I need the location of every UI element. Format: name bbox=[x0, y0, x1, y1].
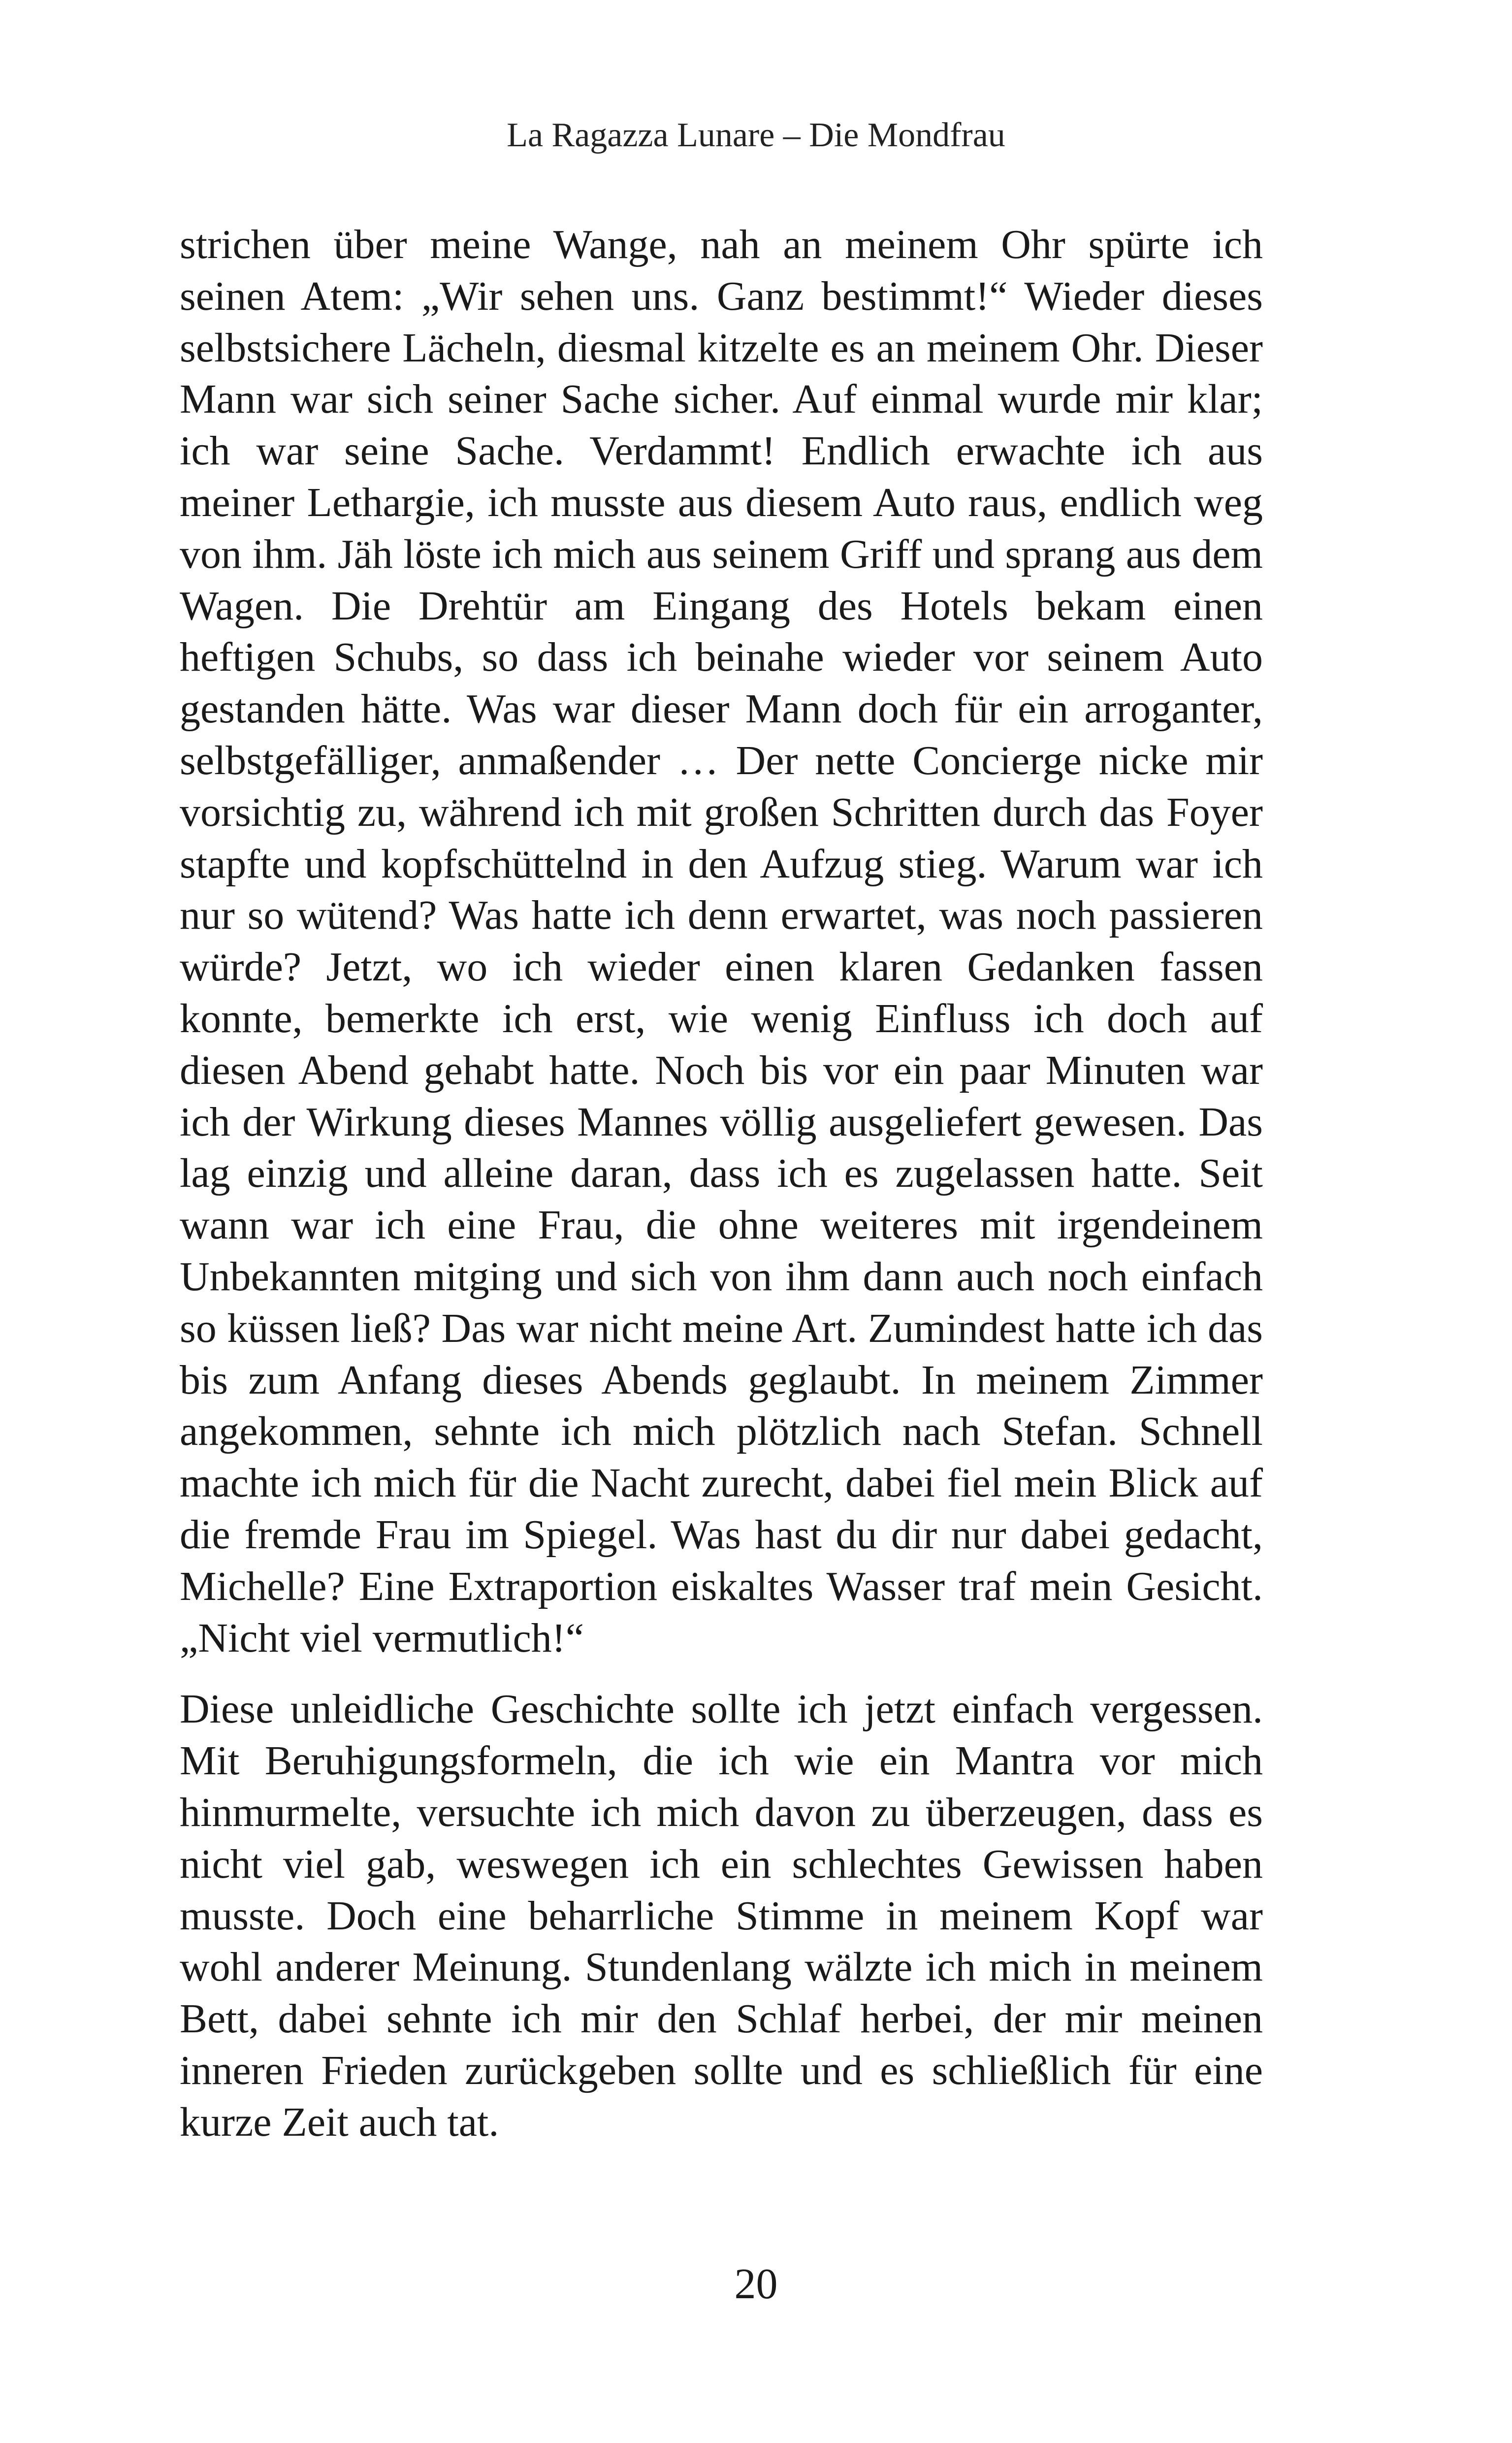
running-header: La Ragazza Lunare – Die Mondfrau bbox=[507, 116, 1005, 154]
paragraph-1: strichen über meine Wange, nah an meinem Ohr spürte ich seinen Atem: „Wir sehen uns. Ganz bestimmt!“ Wieder dieses selbstsichere Lächeln, diesmal kitzelte es an meinem Ohr. Dieser Mann war sich seiner Sache sicher. Auf einmal wurde mir klar; ich war seine Sache. Verdammt! Endlich erwachte ich aus meiner Lethargie, ich musste aus diesem Auto raus, endlich weg von ihm. Jäh löste ich mich aus seinem Griff und sprang aus dem Wagen. Die Drehtür am Eingang des Hotels bekam einen heftigen Schubs, so dass ich beinahe wieder vor seinem Auto gestanden hätte. Was war dieser Mann doch für ein arroganter, selbstgefälliger, anmaßender … Der nette Concierge nicke mir vorsichtig zu, während ich mit großen Schritten durch das Foyer stapfte und kopfschüttelnd in den Aufzug stieg. Warum war ich nur so wütend? Was hatte ich denn erwartet, was noch passieren würde? Jetzt, wo ich wieder einen klaren Gedanken fassen konnte, bemerkte ich erst, wie wenig Einfluss ich doch auf diesen Abend gehabt hatte. Noch bis vor ein paar Minuten war ich der Wirkung dieses Mannes völlig ausgeliefert gewesen. Das lag einzig und alleine daran, dass ich es zugelassen hatte. Seit wann war ich eine Frau, die ohne weiteres mit irgendeinem Unbekannten mitging und sich von ihm dann auch noch einfach so küssen ließ? Das war nicht meine Art. Zumindest hatte ich das bis zum Anfang dieses Abends geglaubt. In meinem Zimmer angekommen, sehnte ich mich plötzlich nach Stefan. Schnell machte ich mich für die Nacht zurecht, dabei fiel mein Blick auf die fremde Frau im Spiegel. Was hast du dir nur dabei gedacht, Michelle? Eine Extraportion eiskaltes Wasser traf mein Gesicht. „Nicht viel vermutlich!“ bbox=[180, 222, 1263, 1661]
page-number: 20 bbox=[734, 2260, 778, 2308]
body-text bbox=[180, 219, 1263, 2148]
paragraph-2: Diese unleidliche Geschichte sollte ich jetzt einfach vergessen. Mit Beruhigungsformeln, die ich wie ein Mantra vor mich hinmurmelte, versuchte ich mich davon zu überzeugen, dass es nicht viel gab, weswegen ich ein schlechtes Gewissen haben musste. Doch eine beharrliche Stimme in meinem Kopf war wohl anderer Meinung. Stundenlang wälzte ich mich in meinem Bett, dabei sehnte ich mir den Schlaf herbei, der mir meinen inneren Frieden zurückgeben sollte und es schließlich für eine kurze Zeit auch tat. bbox=[180, 1686, 1263, 2145]
